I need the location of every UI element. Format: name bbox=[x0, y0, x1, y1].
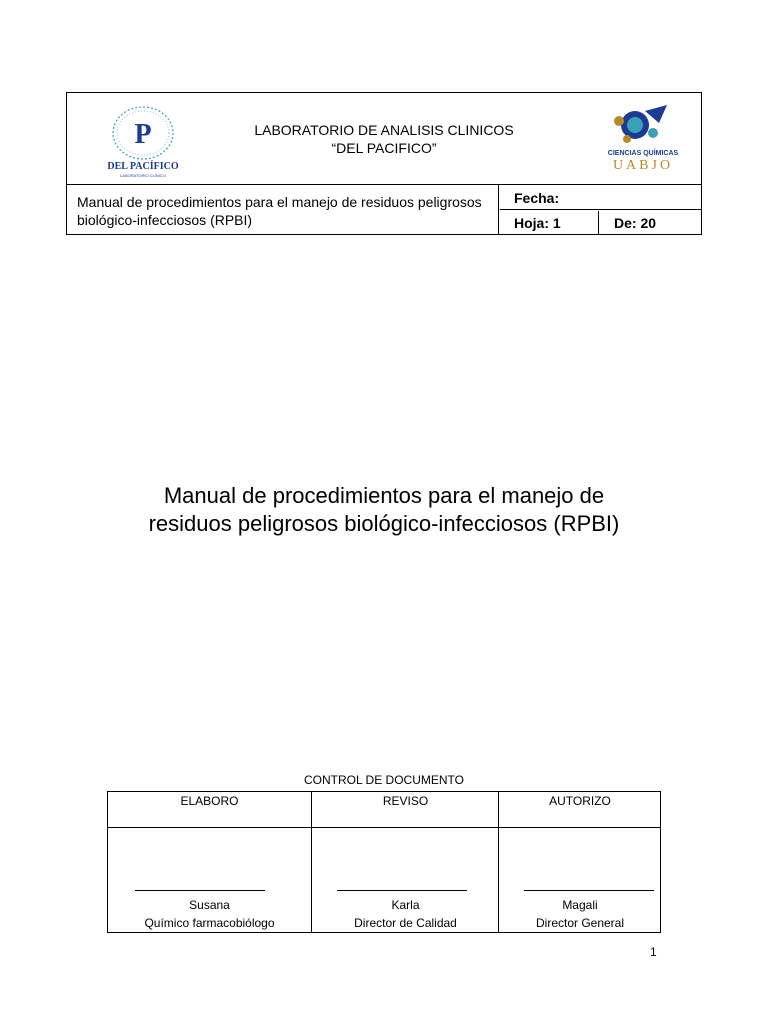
header-top-row bbox=[67, 93, 701, 185]
fecha-cell bbox=[500, 185, 701, 210]
control-column-reviso bbox=[313, 792, 499, 932]
control-caption: CONTROL DE DOCUMENTO bbox=[303, 773, 464, 787]
control-table bbox=[107, 791, 661, 933]
main-title-line1: Manual de procedimientos para el manejo de bbox=[163, 483, 605, 508]
lab-subtitle: “DEL PACIFICO” bbox=[331, 140, 437, 156]
control-column-elaboro bbox=[108, 792, 312, 932]
column-header: AUTORIZO bbox=[549, 794, 611, 808]
logo-letter: P bbox=[134, 119, 152, 150]
signer-name: Susana bbox=[189, 898, 230, 912]
document-header-table bbox=[66, 92, 702, 235]
main-title-line2: residuos peligrosos biológico-infecciosos (RPBI) bbox=[148, 511, 620, 536]
hoja-label: Hoja: 1 bbox=[514, 215, 561, 231]
signer-role: Químico farmacobiólogo bbox=[144, 916, 275, 930]
logo-name: DEL PACÍFICO bbox=[107, 161, 179, 172]
de-label: De: 20 bbox=[614, 215, 657, 231]
signer-role: Director General bbox=[535, 916, 625, 930]
signature-line bbox=[337, 890, 467, 891]
de-cell bbox=[600, 211, 701, 234]
uabjo-logo-line2: UABJO bbox=[612, 158, 674, 173]
control-column-autorizo bbox=[500, 792, 660, 932]
signer-role: Director de Calidad bbox=[354, 916, 457, 930]
logo-tagline: LABORATORIO CLÍNICO bbox=[120, 173, 166, 178]
uabjo-logo bbox=[597, 105, 689, 175]
signer-name: Karla bbox=[391, 898, 420, 912]
del-pacifico-logo bbox=[95, 103, 191, 179]
column-header: REVISO bbox=[382, 794, 429, 808]
signature-line bbox=[135, 890, 265, 891]
manual-title-small: Manual de procedimientos para el manejo de residuos peligrosos biológico-infecciosos (RPBI) bbox=[77, 194, 482, 228]
hoja-cell bbox=[500, 211, 599, 234]
manual-title-cell bbox=[67, 185, 499, 234]
uabjo-logo-line1: CIENCIAS QUÍMICAS bbox=[607, 150, 679, 157]
column-header: ELABORO bbox=[180, 794, 239, 808]
signature-line bbox=[524, 890, 654, 891]
document-main-title bbox=[60, 482, 708, 538]
lab-name: LABORATORIO DE ANALISIS CLINICOS bbox=[254, 122, 514, 138]
lab-title bbox=[197, 121, 571, 157]
page-number: 1 bbox=[650, 945, 657, 959]
signer-name: Magali bbox=[562, 898, 598, 912]
fecha-label: Fecha: bbox=[514, 190, 560, 206]
